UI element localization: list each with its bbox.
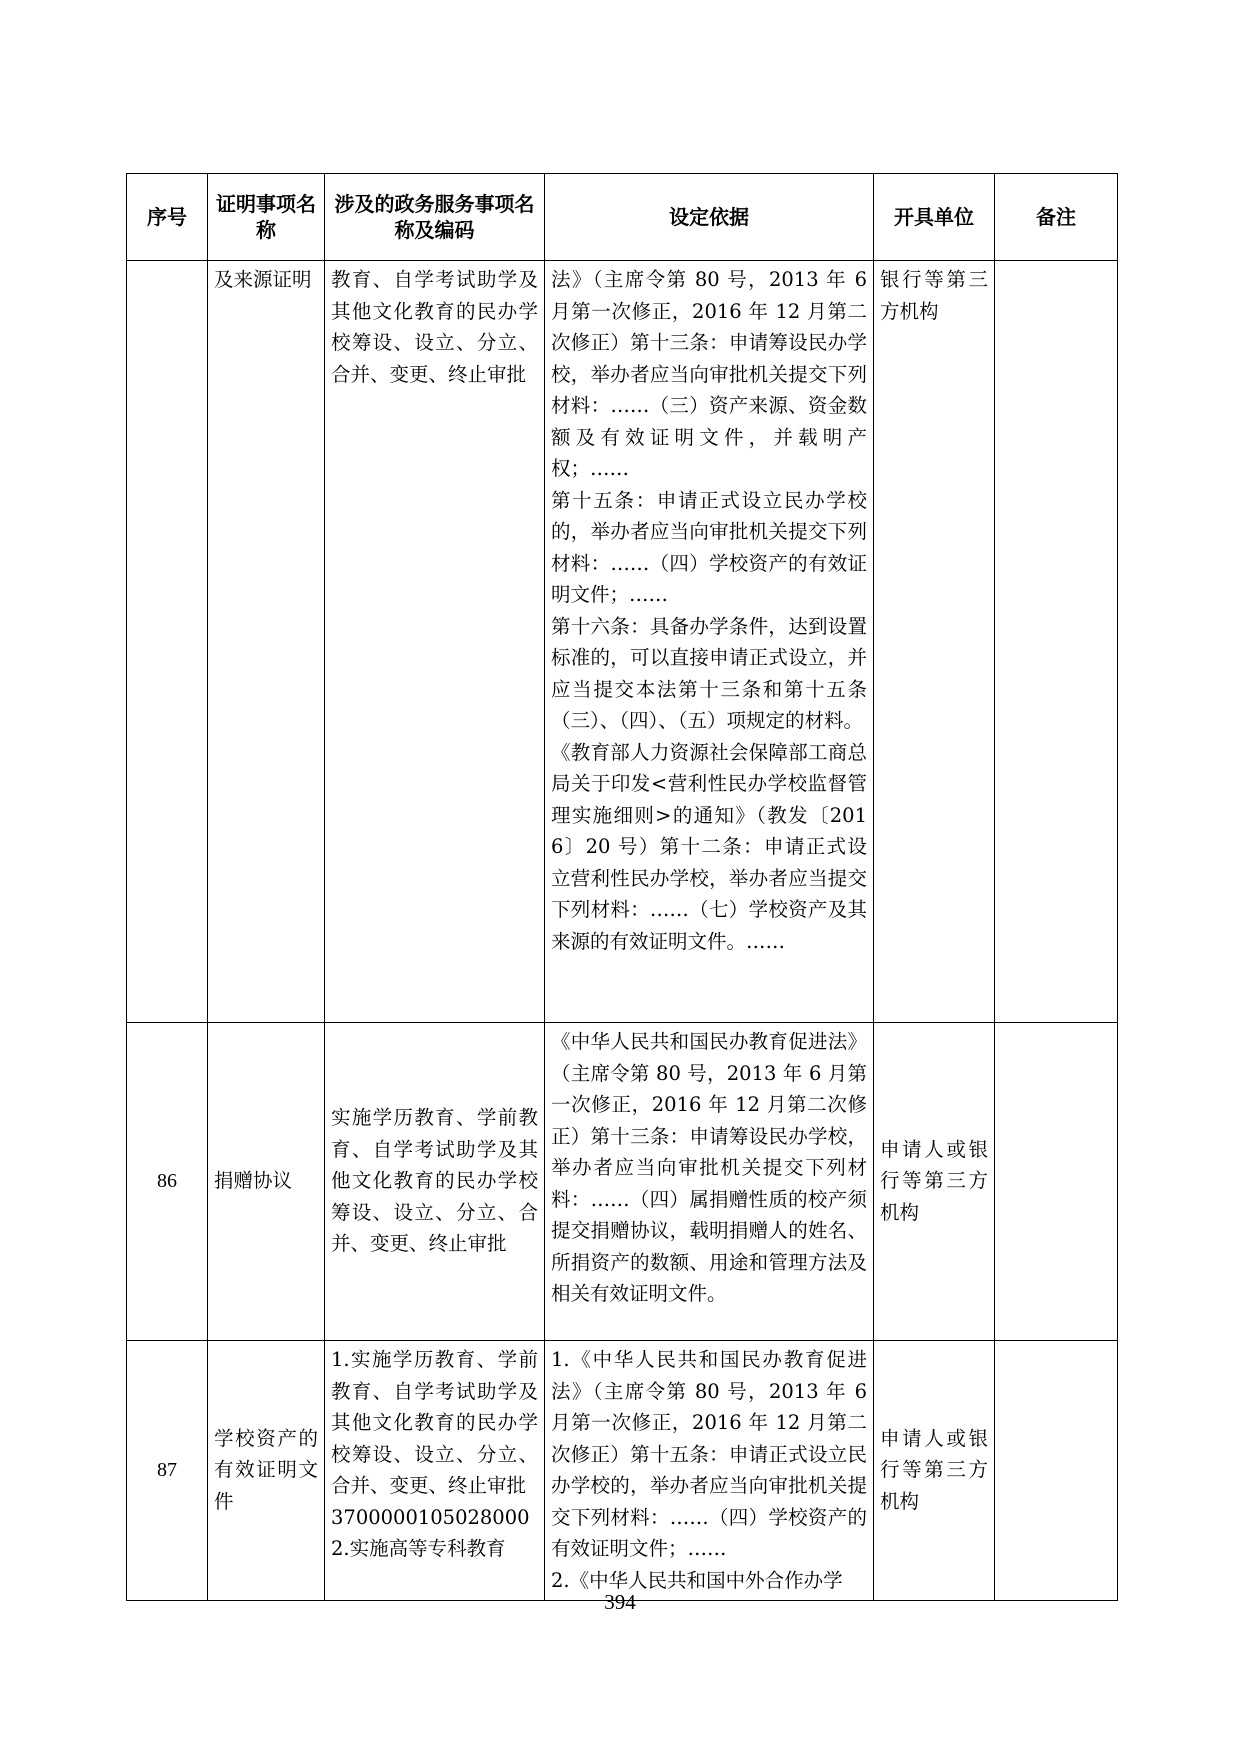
- row-service-item: [325, 1023, 545, 1341]
- table-header-row: [127, 174, 1118, 261]
- row-issuer: [874, 261, 995, 1023]
- table-row: [127, 1023, 1118, 1341]
- header-note: 备注: [995, 174, 1118, 261]
- row-legal-basis-text: 1.《中华人民共和国民办教育促进法》（主席令第 80 号，2013 年 6 月第一次修正，2016 年 12 月第二次修正）第十五条：申请正式设立民办学校的，举办者应当向审批机关提交下列材料：……（四）学校资产的有效证明文件；…… 2.《中华人民共和国中外合作办学: [551, 1348, 867, 1592]
- row-issuer-text: 申请人或银行等第三方机构: [880, 1426, 988, 1513]
- row-legal-basis-text: 法》（主席令第 80 号，2013 年 6 月第一次修正，2016 年 12 月第二次修正）第十三条：申请筹设民办学校，举办者应当向审批机关提交下列材料：……（三）资产来源、资金数额及有效证明文件，并载明产权；…… 第十五条：申请正式设立民办学校的，举办者应当向审批机关提交下列材料：……（四）学校资产的有效证明文件；…… 第十六条：具备办学条件，达到设置标准的，可以直接申请正式设立，并应当提交本法第十三条和第十五条（三）、（四）、（五）项规定的材料。 《教育部人力资源社会保障部工商总局关于印发<营利性民办学校监督管理实施细则>的通知》（教发〔2016〕20 号）第十二条：申请正式设立营利性民办学校，举办者应当提交下列材料：……（七）学校资产及其来源的有效证明文件。……: [551, 268, 867, 953]
- row-service-item: [325, 1341, 545, 1601]
- row-certificate-name: [208, 261, 325, 1023]
- row-index: [127, 261, 208, 1023]
- table-row: [127, 1341, 1118, 1601]
- row-note: [995, 261, 1118, 1023]
- header-legal-basis: 设定依据: [545, 174, 874, 261]
- row-issuer-text: 申请人或银行等第三方机构: [880, 1137, 988, 1224]
- header-certificate-name: 证明事项名称: [208, 174, 325, 261]
- row-note: [995, 1341, 1118, 1601]
- document-table: [126, 173, 1118, 1601]
- header-index: 序号: [127, 174, 208, 261]
- page-number: 394: [604, 1590, 636, 1614]
- row-certificate-name-text: 及来源证明: [214, 268, 312, 291]
- row-certificate-name-text: 捐赠协议: [214, 1169, 293, 1193]
- header-issuer: 开具单位: [874, 174, 995, 261]
- row-note: [995, 1023, 1118, 1341]
- row-legal-basis-text: 《中华人民共和国民办教育促进法》（主席令第 80 号，2013 年 6 月第一次修正，2016 年 12 月第二次修正）第十三条：申请筹设民办学校，举办者应当向审批机关提交下列材料：……（四）属捐赠性质的校产须提交捐赠协议，载明捐赠人的姓名、所捐资产的数额、用途和管理方法及相关有效证明文件。: [551, 1030, 867, 1305]
- row-issuer: [874, 1023, 995, 1341]
- row-service-item: [325, 261, 545, 1023]
- row-legal-basis: [545, 1023, 874, 1341]
- row-issuer-text: 银行等第三方机构: [880, 268, 988, 323]
- table-row: [127, 261, 1118, 1023]
- row-service-item-text: 教育、自学考试助学及其他文化教育的民办学校筹设、设立、分立、合并、变更、终止审批: [331, 268, 538, 386]
- row-certificate-name-text: 学校资产的有效证明文件: [214, 1426, 318, 1513]
- row-index: 87: [127, 1341, 208, 1601]
- row-legal-basis: [545, 1341, 874, 1601]
- row-legal-basis: [545, 261, 874, 1023]
- row-certificate-name: [208, 1023, 325, 1341]
- row-service-item-text: 实施学历教育、学前教育、自学考试助学及其他文化教育的民办学校筹设、设立、分立、合并、变更、终止审批: [331, 1106, 538, 1256]
- row-index: 86: [127, 1023, 208, 1341]
- row-service-item-text: 1.实施学历教育、学前教育、自学考试助学及其他文化教育的民办学校筹设、设立、分立、合并、变更、终止审批 3700000105028000 2.实施高等专科教育: [331, 1348, 538, 1560]
- row-certificate-name: [208, 1341, 325, 1601]
- header-service-item: 涉及的政务服务事项名称及编码: [325, 174, 545, 261]
- row-issuer: [874, 1341, 995, 1601]
